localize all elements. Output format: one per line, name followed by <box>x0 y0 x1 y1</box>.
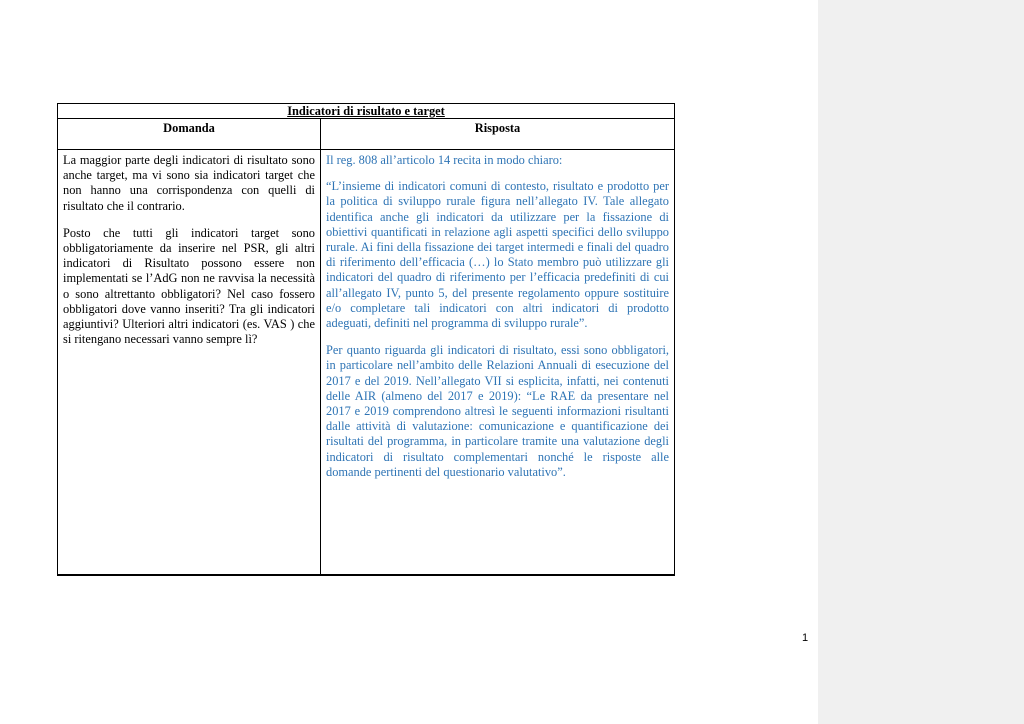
question-paragraph-2: Posto che tutti gli indicatori target sono obbligatoriamente da inserire nel PSR, gli altri indicatori di Risultato possono essere non implementati se l’AdG non ne ravvisa la necessità o sono altrettanto obbligatori? Nel caso fossero obbligatori dove vanno inseriti? Tra gli indicatori aggiuntivi? Ulteriori altri indicatori (es. VAS ) che si ritengano necessari vanno sempre lì? <box>63 225 315 347</box>
table-title-row <box>58 104 675 119</box>
table-header-row <box>58 119 675 150</box>
column-header-answer: Risposta <box>321 119 675 150</box>
column-header-question: Domanda <box>58 119 321 150</box>
table-row <box>58 150 675 576</box>
comment-pane <box>818 0 1024 724</box>
table-title: Indicatori di risultato e target <box>58 104 675 119</box>
answer-paragraph-1: Il reg. 808 all’articolo 14 recita in modo chiaro: <box>326 153 563 167</box>
answer-paragraph-2: “L’insieme di indicatori comuni di contesto, risultato e prodotto per la politica di sviluppo rurale figura nell’allegato IV. Tale allegato identifica anche gli indicatori da utilizzare per la fissazione di obiettivi quantificati in relazione agli aspetti specifici dello sviluppo rurale. Ai fini della fissazione dei target intermedi e finali del quadro di riferimento dell’efficacia (…) lo Stato membro può utilizzare gli indicatori del quadro di riferimento per l’efficacia predefiniti di cui all’allegato IV, punto 5, del presente regolamento oppure sostituire e/o completare tali indicatori con altri indicatori di prodotto adeguati, definiti nel programma di sviluppo rurale”. <box>326 179 669 331</box>
answer-cell <box>321 150 675 576</box>
qa-table <box>57 103 675 576</box>
answer-paragraph-3: Per quanto riguarda gli indicatori di risultato, essi sono obbligatori, in particolare nell’ambito delle Relazioni Annuali di esecuzione del 2017 e del 2019. Nell’allegato VII si esplicita, infatti, nei contenuti delle AIR (almeno del 2017 e 2019): “Le RAE da presentare nel 2017 e 2019 comprendono altresì le seguenti informazioni risultanti dalle attività di valutazione: comunicazione e quantificazione dei risultati del programma, in particolare tramite una valutazione degli indicatori di risultato complementari nonché le risposte alle domande pertinenti del questionario valutativo”. <box>326 343 669 479</box>
question-paragraph-1: La maggior parte degli indicatori di risultato sono anche target, ma vi sono sia indicatori target che non hanno una corrispondenza con quelli di risultato che il contrario. <box>63 153 315 213</box>
page-number: 1 <box>802 632 809 644</box>
question-cell <box>58 150 321 576</box>
